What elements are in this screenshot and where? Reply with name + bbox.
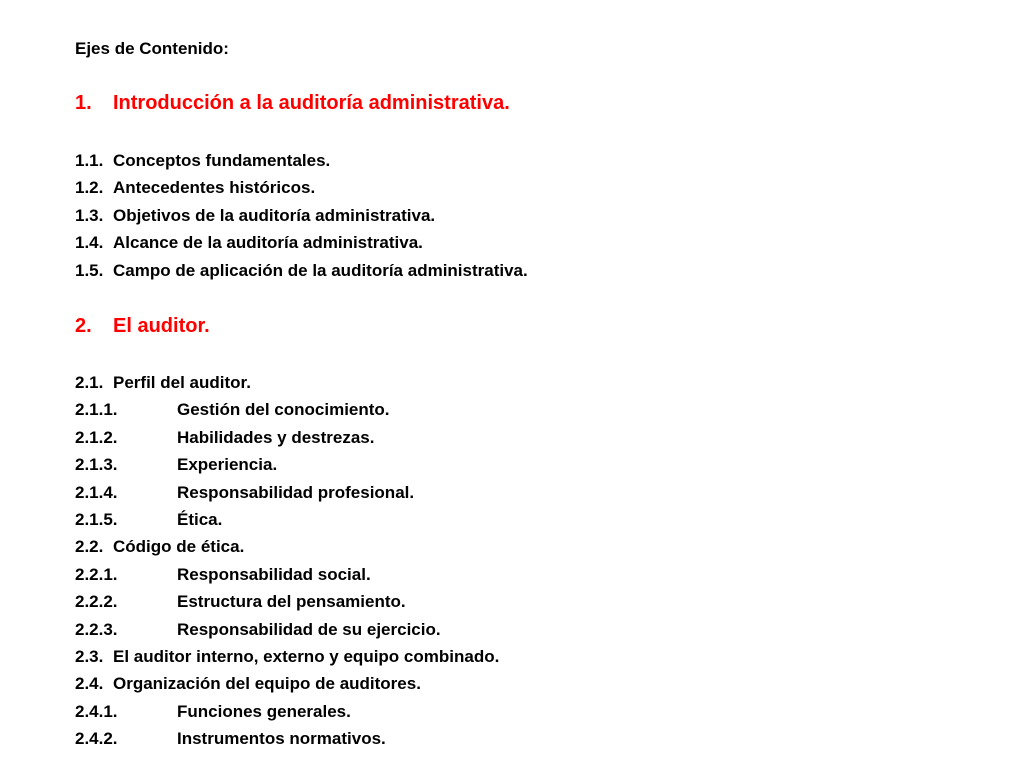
document-page — [75, 0, 1005, 768]
item-number: 2.1.1. — [75, 400, 118, 420]
item-number: 2.4.1. — [75, 701, 118, 721]
item-text: Gestión del conocimiento. — [177, 400, 390, 420]
section-title: El auditor. — [113, 315, 210, 337]
item-text: Conceptos fundamentales. — [113, 151, 331, 170]
item-number: 1.4. — [75, 233, 104, 253]
section-title: Introducción a la auditoría administrativa. — [113, 92, 510, 114]
list-item — [75, 371, 499, 398]
list-item — [75, 426, 499, 453]
item-number: 1.1. — [75, 151, 104, 170]
section-number: 1. — [75, 92, 92, 114]
item-text: Perfil del auditor. — [113, 373, 251, 392]
list-item — [75, 590, 499, 617]
item-number: 2.2.2. — [75, 592, 118, 612]
section-2-items — [75, 371, 499, 754]
list-item — [75, 508, 499, 535]
item-number: 1.2. — [75, 178, 104, 198]
item-text: Estructura del pensamiento. — [177, 592, 406, 612]
list-item — [75, 231, 528, 258]
item-text: Ética. — [177, 509, 223, 529]
item-number: 2.1.4. — [75, 482, 118, 502]
list-item — [75, 563, 499, 590]
item-number: 2.2.3. — [75, 619, 118, 639]
item-number: 2.2. — [75, 537, 104, 557]
list-item — [75, 204, 528, 231]
item-number: 2.1. — [75, 373, 104, 392]
list-item — [75, 149, 528, 176]
item-text: Instrumentos normativos. — [177, 729, 386, 749]
document-title: Ejes de Contenido: — [75, 39, 229, 58]
item-text: Campo de aplicación de la auditoría administrativa. — [113, 260, 528, 280]
item-number: 2.1.3. — [75, 455, 118, 475]
item-number: 1.3. — [75, 205, 104, 225]
section-heading-2 — [75, 315, 210, 338]
list-item — [75, 453, 499, 480]
item-text: Responsabilidad de su ejercicio. — [177, 619, 441, 639]
item-number: 2.2.1. — [75, 564, 118, 584]
list-item — [75, 535, 499, 562]
item-text: Experiencia. — [177, 455, 278, 475]
item-text: Funciones generales. — [177, 701, 351, 721]
item-text: Responsabilidad social. — [177, 564, 371, 584]
item-number: 2.4.2. — [75, 729, 118, 749]
item-number: 2.1.5. — [75, 509, 118, 529]
item-text: Antecedentes históricos. — [113, 178, 316, 198]
list-item — [75, 618, 499, 645]
list-item — [75, 645, 499, 672]
item-number: 1.5. — [75, 260, 104, 280]
section-heading-1 — [75, 92, 510, 115]
list-item — [75, 672, 499, 699]
section-1-items — [75, 149, 528, 286]
item-text: Objetivos de la auditoría administrativa. — [113, 205, 436, 225]
item-number: 2.4. — [75, 674, 104, 694]
list-item — [75, 700, 499, 727]
item-text: Código de ética. — [113, 537, 245, 557]
item-text: Habilidades y destrezas. — [177, 427, 375, 447]
item-number: 2.1.2. — [75, 427, 118, 447]
list-item — [75, 398, 499, 425]
list-item — [75, 727, 499, 754]
list-item — [75, 259, 528, 286]
item-number: 2.3. — [75, 646, 104, 666]
list-item — [75, 481, 499, 508]
section-number: 2. — [75, 315, 92, 337]
list-item — [75, 176, 528, 203]
item-text: Responsabilidad profesional. — [177, 482, 415, 502]
item-text: El auditor interno, externo y equipo combinado. — [113, 646, 500, 666]
item-text: Organización del equipo de auditores. — [113, 674, 421, 694]
item-text: Alcance de la auditoría administrativa. — [113, 233, 423, 253]
